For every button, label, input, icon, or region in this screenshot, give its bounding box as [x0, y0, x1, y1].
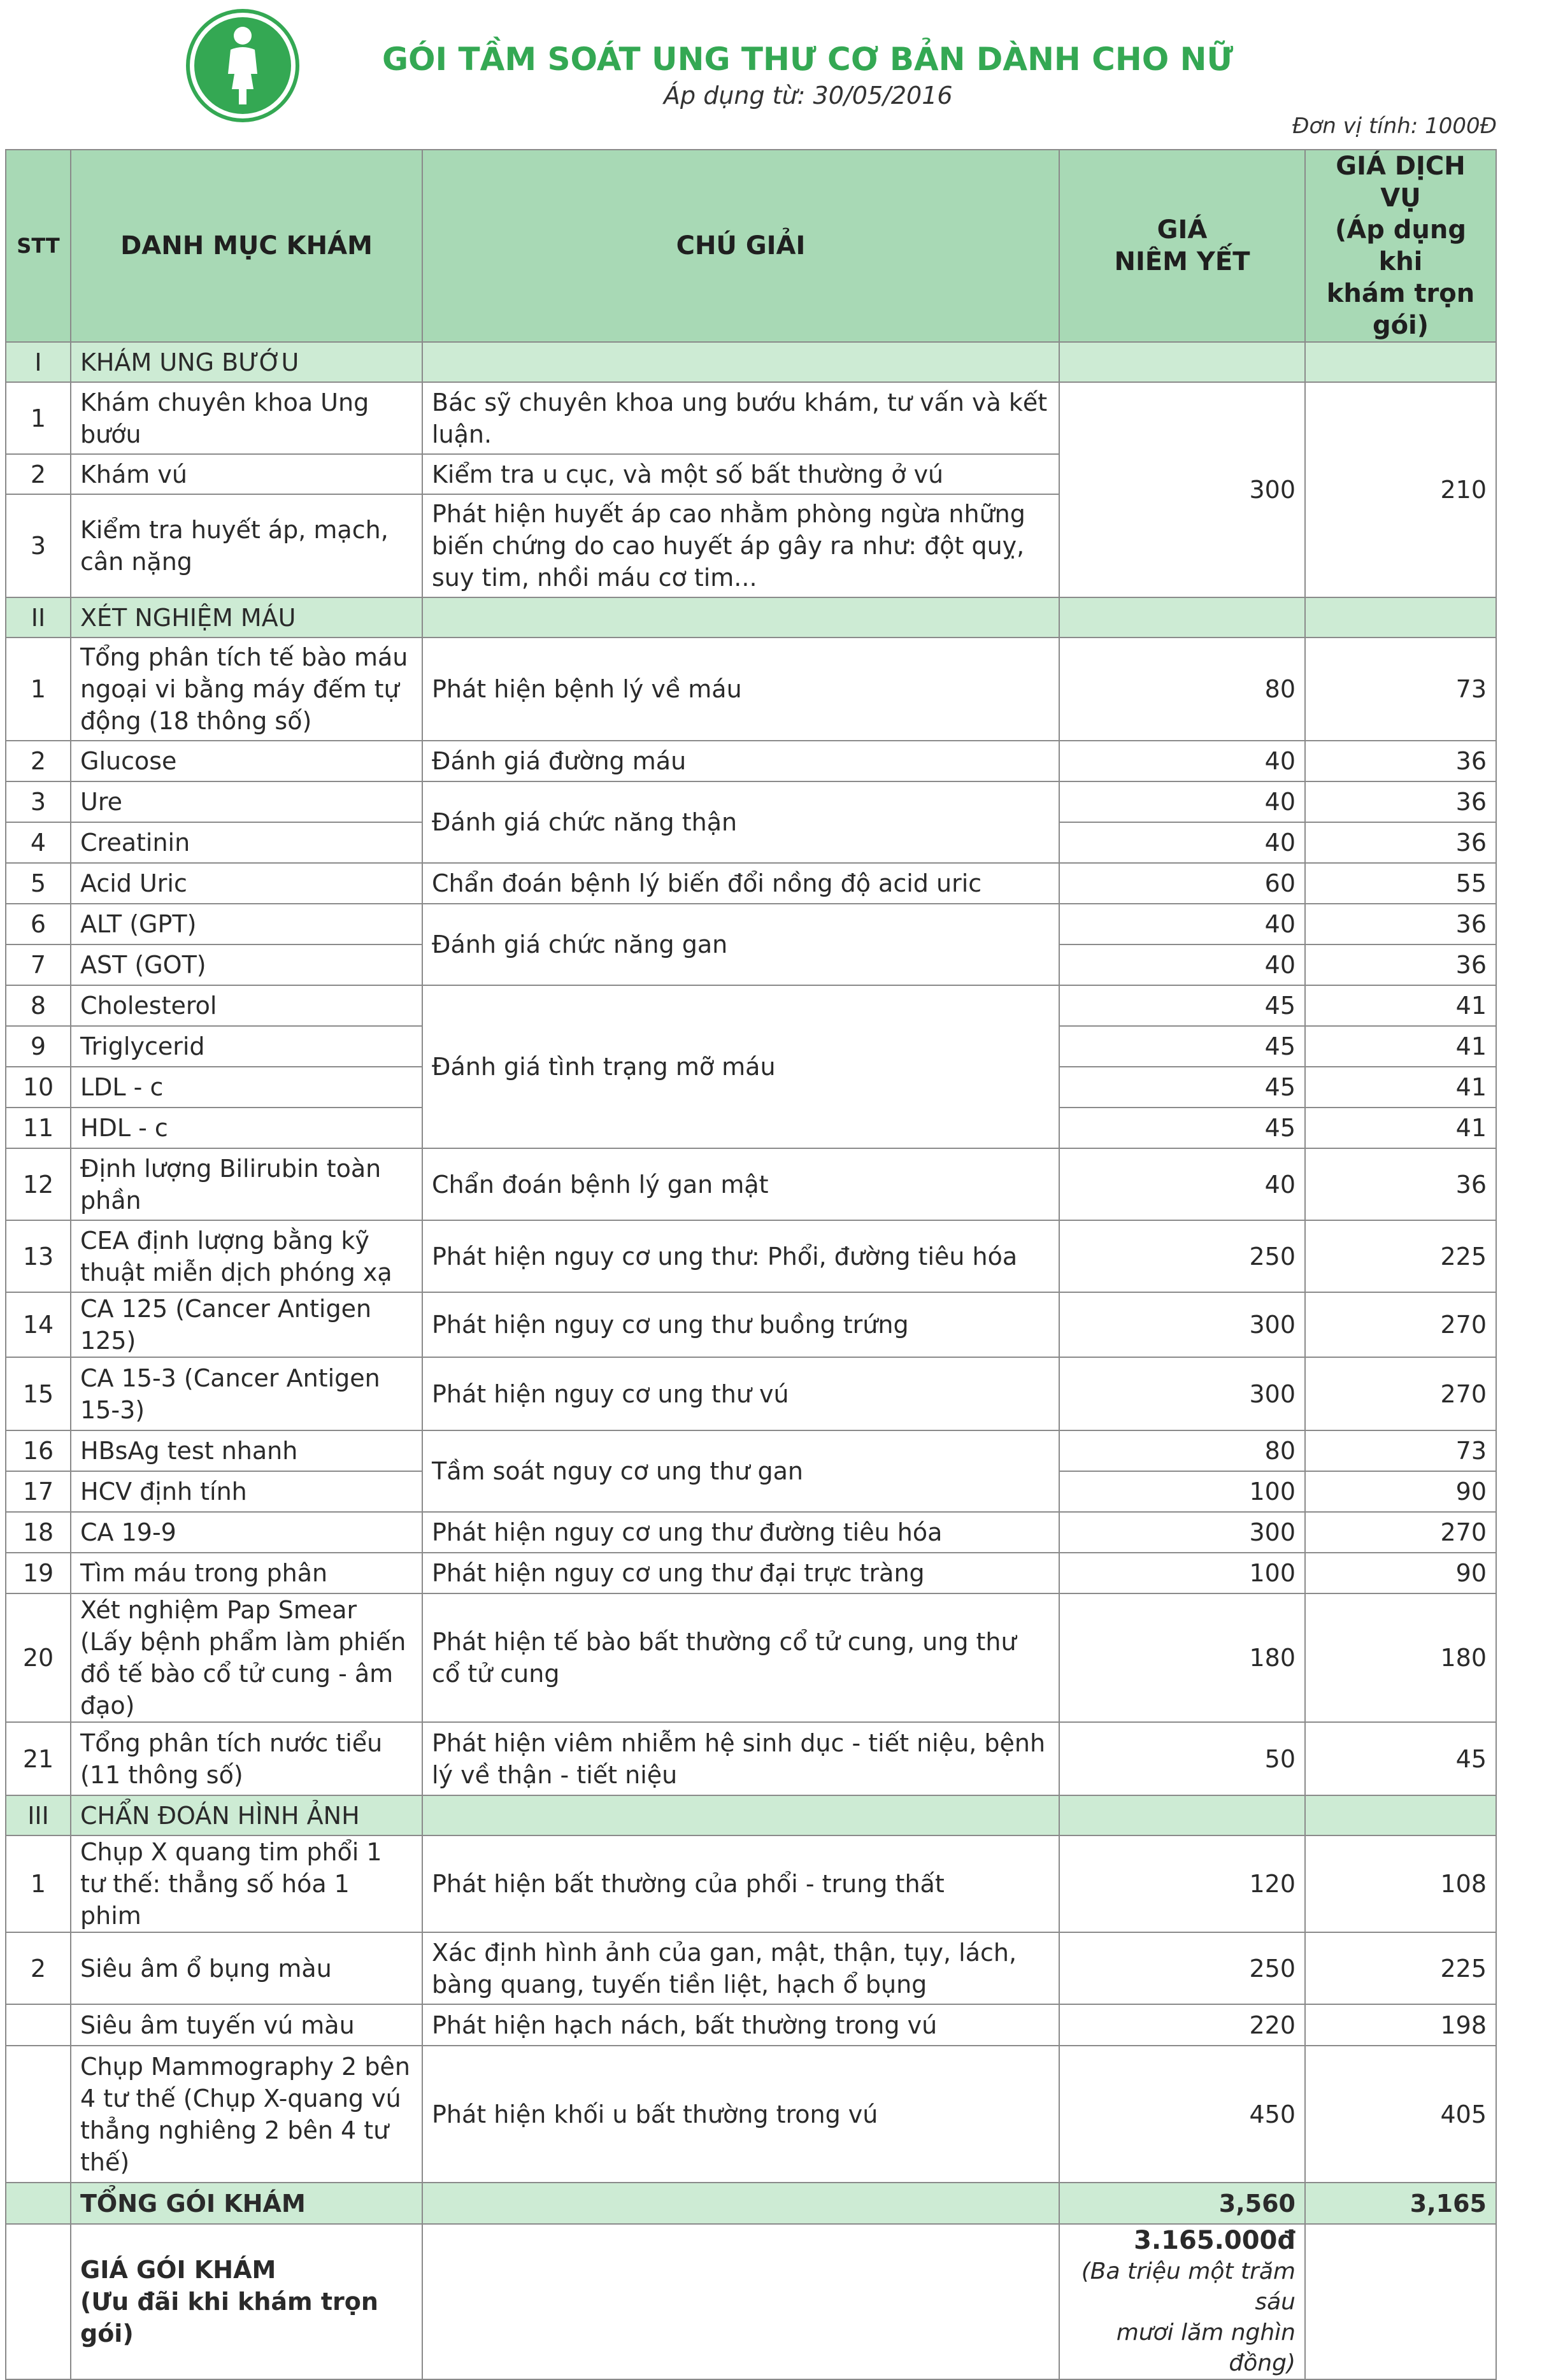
header-service-price: GIÁ DỊCH VỤ (Áp dụng khi khám trọn gói) — [1305, 150, 1496, 342]
table-row: 15 CA 15-3 (Cancer Antigen 15-3) Phát hiện nguy cơ ung thư vú 300 270 — [6, 1357, 1496, 1430]
table-row: 1 Khám chuyên khoa Ung bướu Bác sỹ chuyên khoa ung bướu khám, tư vấn và kết luận. 300 210 — [6, 382, 1496, 454]
table-row: 6 ALT (GPT) Đánh giá chức năng gan 40 36 — [6, 904, 1496, 944]
table-row: 4 Creatinin 40 36 — [6, 822, 1496, 863]
table-row: 9 Triglycerid 45 41 — [6, 1026, 1496, 1067]
total-service-price: 3,165 — [1305, 2183, 1496, 2224]
woman-figure-icon — [185, 8, 301, 124]
total-label: TỔNG GÓI KHÁM — [71, 2183, 422, 2224]
price-table — [5, 149, 1497, 2380]
table-row: 2 Glucose Đánh giá đường máu 40 36 — [6, 741, 1496, 781]
header-note: CHÚ GIẢI — [422, 150, 1059, 342]
table-row: 3 Kiểm tra huyết áp, mạch, cân nặng Phát hiện huyết áp cao nhằm phòng ngừa những biến chứng do cao huyết áp gây ra như: đột quỵ, suy tim, nhồi máu cơ tim... — [6, 494, 1496, 597]
page-title: GÓI TẦM SOÁT UNG THƯ CƠ BẢN DÀNH CHO NỮ — [382, 41, 1234, 78]
table-row: 18 CA 19-9 Phát hiện nguy cơ ung thư đường tiêu hóa 300 270 — [6, 1512, 1496, 1553]
table-row: 1 Tổng phân tích tế bào máu ngoại vi bằng máy đếm tự động (18 thông số) Phát hiện bệnh lý về máu 80 73 — [6, 638, 1496, 741]
effective-date: Áp dụng từ: 30/05/2016 — [664, 82, 953, 110]
table-row: 20 Xét nghiệm Pap Smear (Lấy bệnh phẩm làm phiến đồ tế bào cổ tử cung - âm đạo) Phát hiện tế bào bất thường cổ tử cung, ung thư cổ tử cung 180 180 — [6, 1593, 1496, 1722]
table-row: 8 Cholesterol Đánh giá tình trạng mỡ máu 45 41 — [6, 985, 1496, 1026]
table-row: 21 Tổng phân tích nước tiểu (11 thông số) Phát hiện viêm nhiễm hệ sinh dục - tiết niệu, bệnh lý về thận - tiết niệu 50 45 — [6, 1722, 1496, 1795]
table-header-row — [6, 150, 1496, 342]
table-row: 1 Chụp X quang tim phổi 1 tư thế: thẳng số hóa 1 phim Phát hiện bất thường của phổi - trung thất 120 108 — [6, 1835, 1496, 1932]
table-row: 14 CA 125 (Cancer Antigen 125) Phát hiện nguy cơ ung thư buồng trứng 300 270 — [6, 1292, 1496, 1357]
section-row: I KHÁM UNG BƯỚU — [6, 342, 1496, 382]
table-row: 2 Khám vú Kiểm tra u cục, và một số bất thường ở vú — [6, 454, 1496, 494]
package-price-row — [6, 2224, 1496, 2379]
list-price-cell: 300 — [1059, 382, 1305, 597]
package-label: GIÁ GÓI KHÁM (Ưu đãi khi khám trọn gói) — [71, 2224, 422, 2379]
table-row: 2 Siêu âm ổ bụng màu Xác định hình ảnh của gan, mật, thận, tụy, lách, bàng quang, tuyến tiền liệt, hạch ổ bụng 250 225 — [6, 1932, 1496, 2004]
table-row: 5 Acid Uric Chẩn đoán bệnh lý biến đổi nồng độ acid uric 60 55 — [6, 863, 1496, 904]
header-item: DANH MỤC KHÁM — [71, 150, 422, 342]
currency-unit: Đơn vị tính: 1000Đ — [1292, 113, 1497, 139]
section-row: III CHẨN ĐOÁN HÌNH ẢNH — [6, 1795, 1496, 1835]
total-row — [6, 2183, 1496, 2224]
section-row: II XÉT NGHIỆM MÁU — [6, 597, 1496, 638]
table-row: 19 Tìm máu trong phân Phát hiện nguy cơ ung thư đại trực tràng 100 90 — [6, 1553, 1496, 1593]
table-row: Siêu âm tuyến vú màu Phát hiện hạch nách, bất thường trong vú 220 198 — [6, 2004, 1496, 2046]
table-row: 12 Định lượng Bilirubin toàn phần Chẩn đoán bệnh lý gan mật 40 36 — [6, 1148, 1496, 1220]
table-row: 13 CEA định lượng bằng kỹ thuật miễn dịch phóng xạ Phát hiện nguy cơ ung thư: Phổi, đường tiêu hóa 250 225 — [6, 1220, 1496, 1292]
header-list-price: GIÁ NIÊM YẾT — [1059, 150, 1305, 342]
header-stt: STT — [6, 150, 71, 342]
service-price-cell: 210 — [1305, 382, 1496, 597]
table-row: 3 Ure Đánh giá chức năng thận 40 36 — [6, 781, 1496, 822]
table-row: 10 LDL - c 45 41 — [6, 1067, 1496, 1108]
package-price: 3.165.000đ (Ba triệu một trăm sáu mươi lăm nghìn đồng) — [1059, 2224, 1305, 2379]
table-row: 11 HDL - c 45 41 — [6, 1108, 1496, 1148]
total-list-price: 3,560 — [1059, 2183, 1305, 2224]
table-row: 17 HCV định tính 100 90 — [6, 1471, 1496, 1512]
table-row: 16 HBsAg test nhanh Tầm soát nguy cơ ung thư gan 80 73 — [6, 1430, 1496, 1471]
table-row: Chụp Mammography 2 bên 4 tư thế (Chụp X-quang vú thẳng nghiêng 2 bên 4 tư thế) Phát hiện khối u bất thường trong vú 450 405 — [6, 2046, 1496, 2183]
table-row: 7 AST (GOT) 40 36 — [6, 944, 1496, 985]
